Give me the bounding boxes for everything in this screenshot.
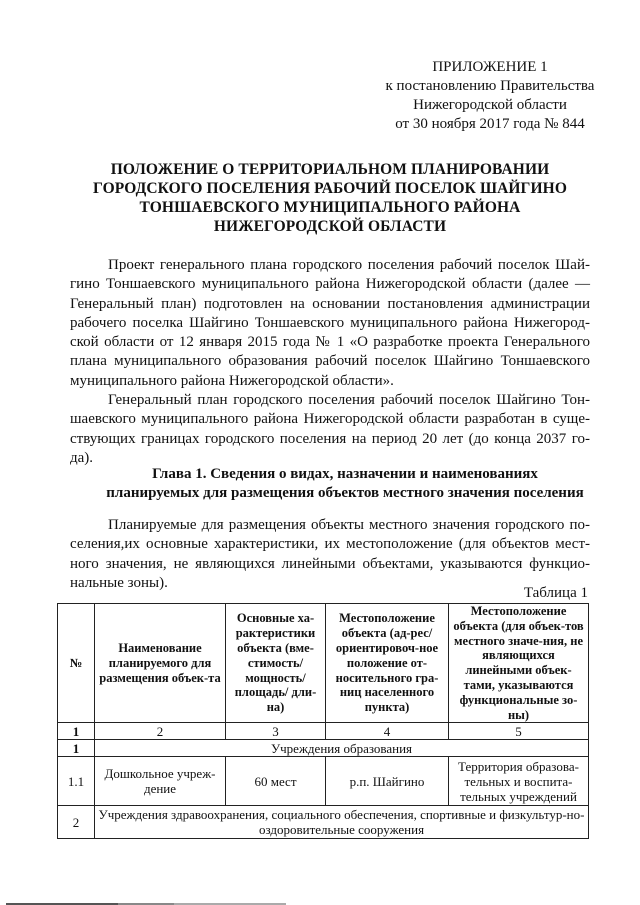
section-title: Учреждения образования — [95, 740, 589, 757]
row-number: 1 — [58, 740, 95, 757]
appendix-header — [340, 58, 640, 134]
header-functional-zone: Местоположение объекта (для объек-тов местного значе-ния, не являющихся линейными объек-тами, указываются функциональные зо-ны) — [449, 604, 589, 723]
text-line: шаевского муниципального района Нижегородской области разработан в суще- — [70, 411, 590, 428]
document-title — [70, 160, 590, 236]
text-line: муниципального района Нижегородской области». — [70, 372, 394, 389]
header-name: Наименование планируемого для размещения объек-та — [95, 604, 226, 723]
table-caption: Таблица 1 — [523, 585, 588, 601]
column-number: 1 — [58, 723, 95, 740]
appendix-line: Нижегородской области — [413, 97, 567, 113]
paragraph-period — [70, 391, 590, 468]
appendix-line: ПРИЛОЖЕНИЕ 1 — [432, 59, 548, 75]
header-location: Местоположение объекта (ад-рес/ориентировоч-ное положение от-носительного гра-ниц населенного пункта) — [326, 604, 449, 723]
text-line: нальные зоны). — [70, 574, 168, 591]
table-header-row — [58, 604, 589, 723]
text-line: ской области от 12 января 2015 года № 1 «О разработке проекта Генерального — [70, 334, 590, 351]
text-line: Генеральный план) подготовлен на основании постановления администрации — [70, 295, 590, 312]
appendix-line: к постановлению Правительства — [385, 78, 595, 94]
column-number: 5 — [449, 723, 589, 740]
text-line: рабочего поселка Шайгино Тоншаевского муниципального района Нижегород- — [70, 314, 590, 331]
text-line: Генеральный план городского поселения рабочий поселок Шайгино Тон- — [108, 392, 590, 408]
column-number: 3 — [226, 723, 326, 740]
table-column-numbers-row — [58, 723, 589, 740]
table-row — [58, 740, 589, 757]
text-line: гино Тоншаевского муниципального района Нижегородской области (далее — — [70, 276, 590, 293]
column-number: 4 — [326, 723, 449, 740]
paragraph-objects — [70, 516, 590, 593]
chapter-heading — [85, 465, 605, 503]
text-line: селения,их основные характеристики, их местоположение (для объектов мест- — [70, 536, 590, 553]
row-number: 2 — [58, 806, 95, 839]
title-line: ПОЛОЖЕНИЕ О ТЕРРИТОРИАЛЬНОМ ПЛАНИРОВАНИИ — [110, 161, 550, 178]
text-line: Проект генерального плана городского поселения рабочий поселок Шай- — [108, 257, 590, 273]
text-line: плана муниципального образования рабочий поселок Шайгино Тоншаевского — [70, 353, 590, 370]
appendix-line: от 30 ноября 2017 года № 844 — [395, 116, 585, 132]
object-functional-zone: Территория образова-тельных и воспита-тельных учреждений — [449, 757, 589, 806]
object-location: р.п. Шайгино — [326, 757, 449, 806]
title-line: НИЖЕГОРОДСКОЙ ОБЛАСТИ — [213, 218, 447, 235]
table-row — [58, 757, 589, 806]
title-line: ГОРОДСКОГО ПОСЕЛЕНИЯ РАБОЧИЙ ПОСЕЛОК ШАЙГИНО — [93, 180, 567, 197]
header-characteristics: Основные ха-рактеристики объекта (вме-стимость/ мощность/ площадь/ дли-на) — [226, 604, 326, 723]
paragraph-intro — [70, 256, 590, 391]
table-row — [58, 806, 589, 839]
section-title: Учреждения здравоохранения, социального обеспечения, спортивные и физкультур-но-оздоровительные сооружения — [95, 806, 589, 839]
chapter-line: планируемых для размещения объектов местного значения поселения — [106, 485, 584, 501]
column-number: 2 — [95, 723, 226, 740]
row-number: 1.1 — [58, 757, 95, 806]
text-line: ствующих границах городского поселения на период 20 лет (до конца 2037 го- — [70, 430, 590, 447]
title-line: ТОНШАЕВСКОГО МУНИЦИПАЛЬНОГО РАЙОНА — [139, 199, 521, 216]
object-characteristics: 60 мест — [226, 757, 326, 806]
chapter-line: Глава 1. Сведения о видах, назначении и наименованиях — [152, 466, 538, 482]
header-number: № — [58, 604, 95, 723]
text-line: ного значения, не являющихся линейными объектами, указываются функцио- — [70, 555, 590, 572]
objects-table — [57, 603, 589, 839]
text-line: да). — [70, 449, 94, 466]
text-line: Планируемые для размещения объекты местного значения городского по- — [108, 517, 590, 533]
object-name: Дошкольное учреж-дение — [95, 757, 226, 806]
